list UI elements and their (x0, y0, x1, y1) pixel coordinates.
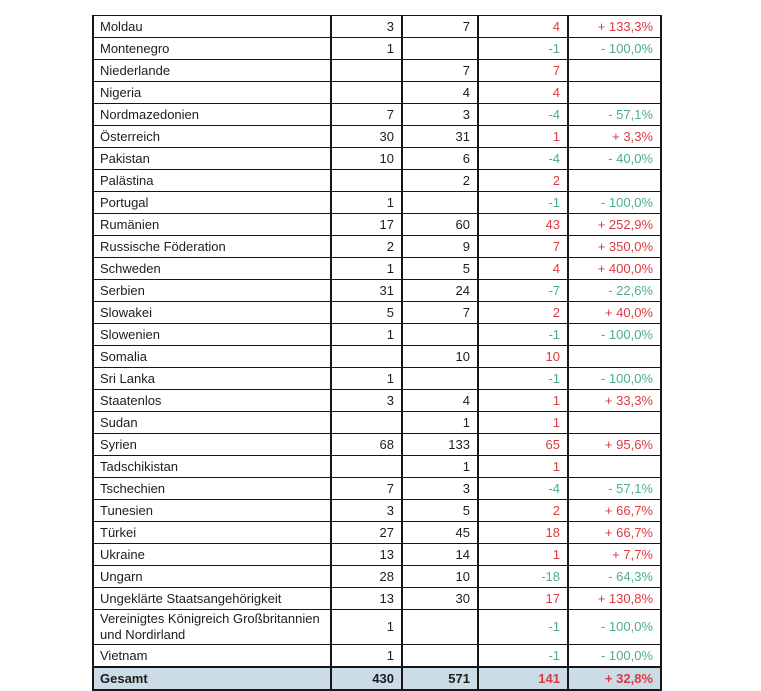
table-row (93, 38, 661, 60)
difference-cell: -1 (478, 324, 568, 346)
difference-cell: 18 (478, 522, 568, 544)
prev-value-cell: 13 (331, 588, 402, 610)
curr-value-cell: 7 (402, 60, 478, 82)
table-row (93, 60, 661, 82)
change-pct-cell: - 100,0% (568, 192, 661, 214)
table-row (93, 368, 661, 390)
prev-value-cell: 1 (331, 38, 402, 60)
curr-value-cell: 10 (402, 566, 478, 588)
difference-cell: 17 (478, 588, 568, 610)
curr-value-cell: 571 (402, 667, 478, 690)
change-pct-cell: - 100,0% (568, 645, 661, 668)
curr-value-cell: 3 (402, 478, 478, 500)
curr-value-cell: 1 (402, 456, 478, 478)
prev-value-cell: 7 (331, 478, 402, 500)
table-row (93, 434, 661, 456)
difference-cell: 2 (478, 170, 568, 192)
table-row (93, 566, 661, 588)
table-row (93, 258, 661, 280)
table-row (93, 192, 661, 214)
curr-value-cell (402, 324, 478, 346)
table-row (93, 16, 661, 38)
country-cell: Rumänien (93, 214, 331, 236)
prev-value-cell: 3 (331, 500, 402, 522)
change-pct-cell (568, 456, 661, 478)
country-cell: Vereinigtes Königreich Großbritannien und Nordirland (93, 610, 331, 645)
country-cell: Slowakei (93, 302, 331, 324)
change-pct-cell (568, 170, 661, 192)
prev-value-cell: 3 (331, 16, 402, 38)
change-pct-cell: - 64,3% (568, 566, 661, 588)
change-pct-cell: + 252,9% (568, 214, 661, 236)
country-cell: Pakistan (93, 148, 331, 170)
difference-cell: -1 (478, 610, 568, 645)
curr-value-cell: 45 (402, 522, 478, 544)
curr-value-cell: 30 (402, 588, 478, 610)
prev-value-cell (331, 60, 402, 82)
table-row (93, 610, 661, 645)
curr-value-cell: 24 (402, 280, 478, 302)
curr-value-cell: 7 (402, 16, 478, 38)
country-cell: Türkei (93, 522, 331, 544)
table-row (93, 236, 661, 258)
table-row (93, 412, 661, 434)
country-cell: Portugal (93, 192, 331, 214)
difference-cell: 4 (478, 258, 568, 280)
change-pct-cell: - 57,1% (568, 478, 661, 500)
prev-value-cell: 27 (331, 522, 402, 544)
difference-cell: -1 (478, 192, 568, 214)
curr-value-cell: 4 (402, 82, 478, 104)
difference-cell: -18 (478, 566, 568, 588)
difference-cell: 7 (478, 60, 568, 82)
prev-value-cell: 31 (331, 280, 402, 302)
country-cell: Palästina (93, 170, 331, 192)
change-pct-cell: - 22,6% (568, 280, 661, 302)
country-cell: Ukraine (93, 544, 331, 566)
prev-value-cell: 1 (331, 368, 402, 390)
nationality-statistics-table (92, 15, 662, 691)
difference-cell: 1 (478, 412, 568, 434)
difference-cell: 4 (478, 82, 568, 104)
change-pct-cell: + 33,3% (568, 390, 661, 412)
difference-cell: -4 (478, 148, 568, 170)
change-pct-cell: - 100,0% (568, 324, 661, 346)
change-pct-cell: + 40,0% (568, 302, 661, 324)
country-cell: Slowenien (93, 324, 331, 346)
curr-value-cell: 31 (402, 126, 478, 148)
table-row (93, 280, 661, 302)
country-cell: Nordmazedonien (93, 104, 331, 126)
change-pct-cell: + 7,7% (568, 544, 661, 566)
curr-value-cell: 60 (402, 214, 478, 236)
prev-value-cell: 7 (331, 104, 402, 126)
country-cell: Niederlande (93, 60, 331, 82)
curr-value-cell (402, 192, 478, 214)
change-pct-cell (568, 82, 661, 104)
curr-value-cell: 6 (402, 148, 478, 170)
change-pct-cell: - 100,0% (568, 368, 661, 390)
curr-value-cell: 9 (402, 236, 478, 258)
difference-cell: 1 (478, 126, 568, 148)
difference-cell: -4 (478, 104, 568, 126)
prev-value-cell: 10 (331, 148, 402, 170)
country-cell: Staatenlos (93, 390, 331, 412)
change-pct-cell: + 130,8% (568, 588, 661, 610)
curr-value-cell: 1 (402, 412, 478, 434)
difference-cell: 10 (478, 346, 568, 368)
country-cell: Moldau (93, 16, 331, 38)
country-cell: Nigeria (93, 82, 331, 104)
prev-value-cell (331, 82, 402, 104)
table-row (93, 148, 661, 170)
prev-value-cell (331, 456, 402, 478)
country-cell: Russische Föderation (93, 236, 331, 258)
curr-value-cell (402, 610, 478, 645)
country-cell: Montenegro (93, 38, 331, 60)
country-cell: Somalia (93, 346, 331, 368)
change-pct-cell: - 40,0% (568, 148, 661, 170)
country-cell: Serbien (93, 280, 331, 302)
curr-value-cell: 5 (402, 258, 478, 280)
table-row (93, 456, 661, 478)
prev-value-cell: 1 (331, 192, 402, 214)
table-row (93, 478, 661, 500)
change-pct-cell: + 32,8% (568, 667, 661, 690)
country-cell: Syrien (93, 434, 331, 456)
table-row (93, 82, 661, 104)
country-cell: Sri Lanka (93, 368, 331, 390)
change-pct-cell: + 350,0% (568, 236, 661, 258)
country-cell: Tschechien (93, 478, 331, 500)
change-pct-cell: + 3,3% (568, 126, 661, 148)
prev-value-cell: 68 (331, 434, 402, 456)
change-pct-cell (568, 412, 661, 434)
curr-value-cell: 14 (402, 544, 478, 566)
prev-value-cell: 30 (331, 126, 402, 148)
total-row (93, 667, 661, 690)
country-cell: Sudan (93, 412, 331, 434)
difference-cell: 2 (478, 302, 568, 324)
change-pct-cell: - 100,0% (568, 610, 661, 645)
prev-value-cell: 1 (331, 258, 402, 280)
country-cell: Tadschikistan (93, 456, 331, 478)
prev-value-cell: 17 (331, 214, 402, 236)
difference-cell: 141 (478, 667, 568, 690)
curr-value-cell (402, 645, 478, 668)
table-row (93, 214, 661, 236)
table-row (93, 645, 661, 668)
prev-value-cell (331, 170, 402, 192)
table-row (93, 346, 661, 368)
prev-value-cell: 1 (331, 324, 402, 346)
country-cell: Gesamt (93, 667, 331, 690)
curr-value-cell: 4 (402, 390, 478, 412)
table-row (93, 588, 661, 610)
prev-value-cell (331, 346, 402, 368)
difference-cell: -4 (478, 478, 568, 500)
difference-cell: -1 (478, 645, 568, 668)
difference-cell: 2 (478, 500, 568, 522)
prev-value-cell: 13 (331, 544, 402, 566)
curr-value-cell (402, 38, 478, 60)
table-row (93, 126, 661, 148)
change-pct-cell: + 400,0% (568, 258, 661, 280)
change-pct-cell: - 100,0% (568, 38, 661, 60)
change-pct-cell: + 66,7% (568, 500, 661, 522)
difference-cell: -1 (478, 368, 568, 390)
change-pct-cell (568, 346, 661, 368)
curr-value-cell: 133 (402, 434, 478, 456)
prev-value-cell: 2 (331, 236, 402, 258)
difference-cell: 1 (478, 456, 568, 478)
prev-value-cell: 3 (331, 390, 402, 412)
country-cell: Österreich (93, 126, 331, 148)
curr-value-cell (402, 368, 478, 390)
difference-cell: 43 (478, 214, 568, 236)
table-row (93, 390, 661, 412)
curr-value-cell: 10 (402, 346, 478, 368)
prev-value-cell (331, 412, 402, 434)
table-row (93, 302, 661, 324)
table-body (93, 16, 661, 691)
prev-value-cell: 1 (331, 645, 402, 668)
curr-value-cell: 5 (402, 500, 478, 522)
table-row (93, 500, 661, 522)
curr-value-cell: 2 (402, 170, 478, 192)
change-pct-cell: + 66,7% (568, 522, 661, 544)
prev-value-cell: 430 (331, 667, 402, 690)
difference-cell: 1 (478, 544, 568, 566)
prev-value-cell: 1 (331, 610, 402, 645)
table-row (93, 170, 661, 192)
difference-cell: -7 (478, 280, 568, 302)
curr-value-cell: 7 (402, 302, 478, 324)
change-pct-cell: + 133,3% (568, 16, 661, 38)
country-cell: Schweden (93, 258, 331, 280)
table-row (93, 544, 661, 566)
country-cell: Ungarn (93, 566, 331, 588)
difference-cell: 1 (478, 390, 568, 412)
table-row (93, 522, 661, 544)
change-pct-cell: - 57,1% (568, 104, 661, 126)
country-cell: Ungeklärte Staatsangehörigkeit (93, 588, 331, 610)
country-cell: Tunesien (93, 500, 331, 522)
difference-cell: 4 (478, 16, 568, 38)
change-pct-cell: + 95,6% (568, 434, 661, 456)
curr-value-cell: 3 (402, 104, 478, 126)
difference-cell: 7 (478, 236, 568, 258)
table-row (93, 104, 661, 126)
difference-cell: -1 (478, 38, 568, 60)
difference-cell: 65 (478, 434, 568, 456)
change-pct-cell (568, 60, 661, 82)
prev-value-cell: 5 (331, 302, 402, 324)
table-row (93, 324, 661, 346)
prev-value-cell: 28 (331, 566, 402, 588)
country-cell: Vietnam (93, 645, 331, 668)
